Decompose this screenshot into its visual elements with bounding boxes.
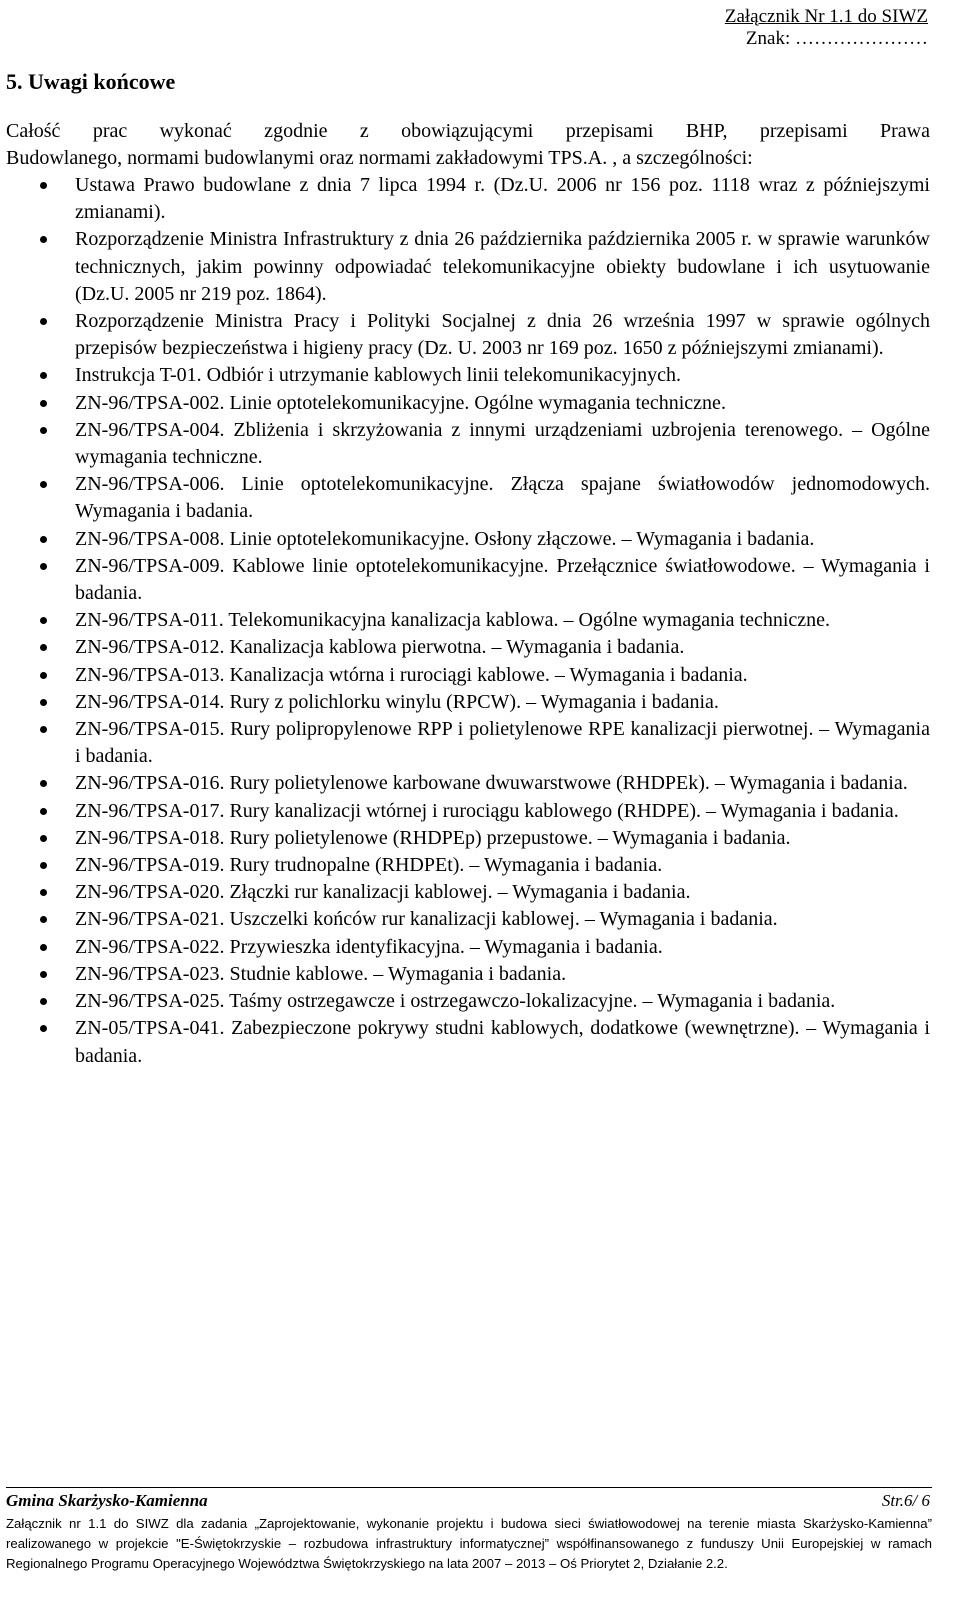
list-item <box>0 934 930 961</box>
list-item <box>0 852 930 879</box>
bullet-icon <box>40 1025 47 1032</box>
attachment-label: Załącznik Nr 1.1 do SIWZ <box>724 6 928 27</box>
list-item <box>0 825 930 852</box>
list-item-text: ZN-96/TPSA-006. Linie optotelekomunikacyjne. Złącza spajane światłowodów jednomodowych. Wymagania i badania. <box>75 473 930 523</box>
list-item-text: Rozporządzenie Ministra Pracy i Polityki Socjalnej z dnia 26 września 1997 w sprawie ogólnych przepisów bezpieczeństwa i higieny pracy (Dz. U. 2003 nr 169 poz. 1650 z późniejszymi zmianami). <box>75 310 930 360</box>
list-item-text: ZN-96/TPSA-009. Kablowe linie optotelekomunikacyjne. Przełącznice światłowodowe. – Wymagania i badania. <box>75 554 930 605</box>
bullet-icon <box>40 699 47 706</box>
list-item-text: Rozporządzenie Ministra Infrastruktury z dnia 26 października października 2005 r. w sprawie warunków technicznych, jakim powinny odpowiadać telekomunikacyjne obiekty budowlane i ich usytuowanie (Dz.U. 2005 nr 219 poz. 1864). <box>75 228 930 305</box>
list-item <box>0 634 930 661</box>
bullet-icon <box>40 182 47 189</box>
bullet-icon <box>40 998 47 1005</box>
regulations-list <box>0 172 960 1070</box>
intro-line: Budowlanego, normami budowlanymi oraz normami zakładowymi TPS.A. , a szczególności: <box>6 147 753 169</box>
list-item-text: ZN-96/TPSA-013. Kanalizacja wtórna i rurociągi kablowe. – Wymagania i badania. <box>75 663 748 686</box>
list-item-text: Instrukcja T-01. Odbiór i utrzymanie kablowych linii telekomunikacyjnych. <box>75 364 681 387</box>
list-item-text: ZN-96/TPSA-020. Złączki rur kanalizacji kablowej. – Wymagania i badania. <box>75 881 691 904</box>
footer-divider <box>6 1487 932 1488</box>
bullet-icon <box>40 400 47 407</box>
footer-note-line: realizowanego w projekcie "E-Świętokrzyskie – rozbudowa infrastruktury informatycznej” współfinansowanego z funduszy Unii Europejskiej w ramach <box>6 1536 932 1551</box>
list-item <box>0 471 930 525</box>
list-item <box>0 879 930 906</box>
list-item-text: ZN-96/TPSA-025. Taśmy ostrzegawcze i ostrzegawczo-lokalizacyjne. – Wymagania i badania. <box>75 990 836 1013</box>
list-item <box>0 362 930 389</box>
list-item <box>0 961 930 988</box>
page-number: Str.6/ 6 <box>881 1491 930 1510</box>
list-item <box>0 390 930 417</box>
list-item <box>0 553 930 607</box>
reference-mark: Znak: ………………… <box>745 28 928 49</box>
bullet-icon <box>40 916 47 923</box>
bullet-icon <box>40 808 47 815</box>
list-item <box>0 906 930 933</box>
bullet-icon <box>40 536 47 543</box>
list-item <box>0 526 930 553</box>
list-item-text: ZN-96/TPSA-016. Rury polietylenowe karbowane dwuwarstwowe (RHDPEk). – Wymagania i badania. <box>75 772 908 795</box>
list-item-text: ZN-96/TPSA-018. Rury polietylenowe (RHDPEp) przepustowe. – Wymagania i badania. <box>75 826 791 849</box>
list-item-text: ZN-96/TPSA-008. Linie optotelekomunikacyjne. Osłony złączowe. – Wymagania i badania. <box>75 527 815 550</box>
bullet-icon <box>40 726 47 733</box>
list-item-text: Ustawa Prawo budowlane z dnia 7 lipca 1994 r. (Dz.U. 2006 nr 156 poz. 1118 wraz z późniejszymi zmianami). <box>75 174 930 224</box>
list-item-text: ZN-96/TPSA-004. Zbliżenia i skrzyżowania z innymi urządzeniami uzbrojenia terenowego. – Ogólne wymagania techniczne. <box>75 418 930 469</box>
list-item <box>0 226 930 308</box>
list-item-text: ZN-96/TPSA-014. Rury z polichlorku winylu (RPCW). – Wymagania i badania. <box>75 690 719 713</box>
list-item-text: ZN-96/TPSA-017. Rury kanalizacji wtórnej i rurociągu kablowego (RHDPE). – Wymagania i badania. <box>75 799 899 822</box>
list-item <box>0 308 930 362</box>
bullet-icon <box>40 971 47 978</box>
list-item <box>0 770 930 797</box>
footer-note-line: Załącznik nr 1.1 do SIWZ dla zadania „Zaprojektowanie, wykonanie projektu i budowa sieci światłowodowej na terenie miasta Skarżysko-Kamienna” <box>6 1516 932 1531</box>
list-item <box>0 662 930 689</box>
footer-note <box>6 1514 932 1574</box>
bullet-icon <box>40 318 47 325</box>
bullet-icon <box>40 944 47 951</box>
intro-paragraph <box>6 118 930 172</box>
bullet-icon <box>40 427 47 434</box>
bullet-icon <box>40 862 47 869</box>
bullet-icon <box>40 889 47 896</box>
list-item-text: ZN-96/TPSA-015. Rury polipropylenowe RPP i polietylenowe RPE kanalizacji pierwotnej. – Wymagania i badania. <box>75 718 930 768</box>
list-item-text: ZN-96/TPSA-019. Rury trudnopalne (RHDPEt). – Wymagania i badania. <box>75 854 663 877</box>
list-item <box>0 607 930 634</box>
footer-note-line: Regionalnego Programu Operacyjnego Województwa Świętokrzyskiego na lata 2007 – 2013 – Oś Priorytet 2, Działanie 2.2. <box>6 1556 728 1571</box>
footer-organization: Gmina Skarżysko-Kamienna <box>6 1491 208 1510</box>
list-item <box>0 798 930 825</box>
list-item-text: ZN-96/TPSA-011. Telekomunikacyjna kanalizacja kablowa. – Ogólne wymagania techniczne. <box>75 609 831 632</box>
list-item <box>0 689 930 716</box>
list-item-text: ZN-96/TPSA-012. Kanalizacja kablowa pierwotna. – Wymagania i badania. <box>75 636 685 659</box>
bullet-icon <box>40 372 47 379</box>
attachment-header <box>725 6 928 50</box>
list-item <box>0 417 930 471</box>
intro-line: Całość prac wykonać zgodnie z obowiązującymi przepisami BHP, przepisami Prawa <box>6 120 930 142</box>
list-item <box>0 988 930 1015</box>
list-item-text: ZN-05/TPSA-041. Zabezpieczone pokrywy studni kablowych, dodatkowe (wewnętrzne). – Wymagania i badania. <box>75 1017 930 1067</box>
bullet-icon <box>40 236 47 243</box>
bullet-icon <box>40 644 47 651</box>
list-item-text: ZN-96/TPSA-023. Studnie kablowe. – Wymagania i badania. <box>75 962 567 985</box>
bullet-icon <box>40 780 47 787</box>
bullet-icon <box>40 672 47 679</box>
list-item-text: ZN-96/TPSA-002. Linie optotelekomunikacyjne. Ogólne wymagania techniczne. <box>75 391 726 414</box>
bullet-icon <box>40 617 47 624</box>
list-item <box>0 172 930 226</box>
list-item-text: ZN-96/TPSA-021. Uszczelki końców rur kanalizacji kablowej. – Wymagania i badania. <box>75 908 778 931</box>
list-item-text: ZN-96/TPSA-022. Przywieszka identyfikacyjna. – Wymagania i badania. <box>75 935 663 958</box>
bullet-icon <box>40 835 47 842</box>
list-item <box>0 1015 930 1069</box>
section-title: 5. Uwagi końcowe <box>6 69 176 94</box>
bullet-icon <box>40 563 47 570</box>
list-item <box>0 716 930 770</box>
bullet-icon <box>40 481 47 488</box>
